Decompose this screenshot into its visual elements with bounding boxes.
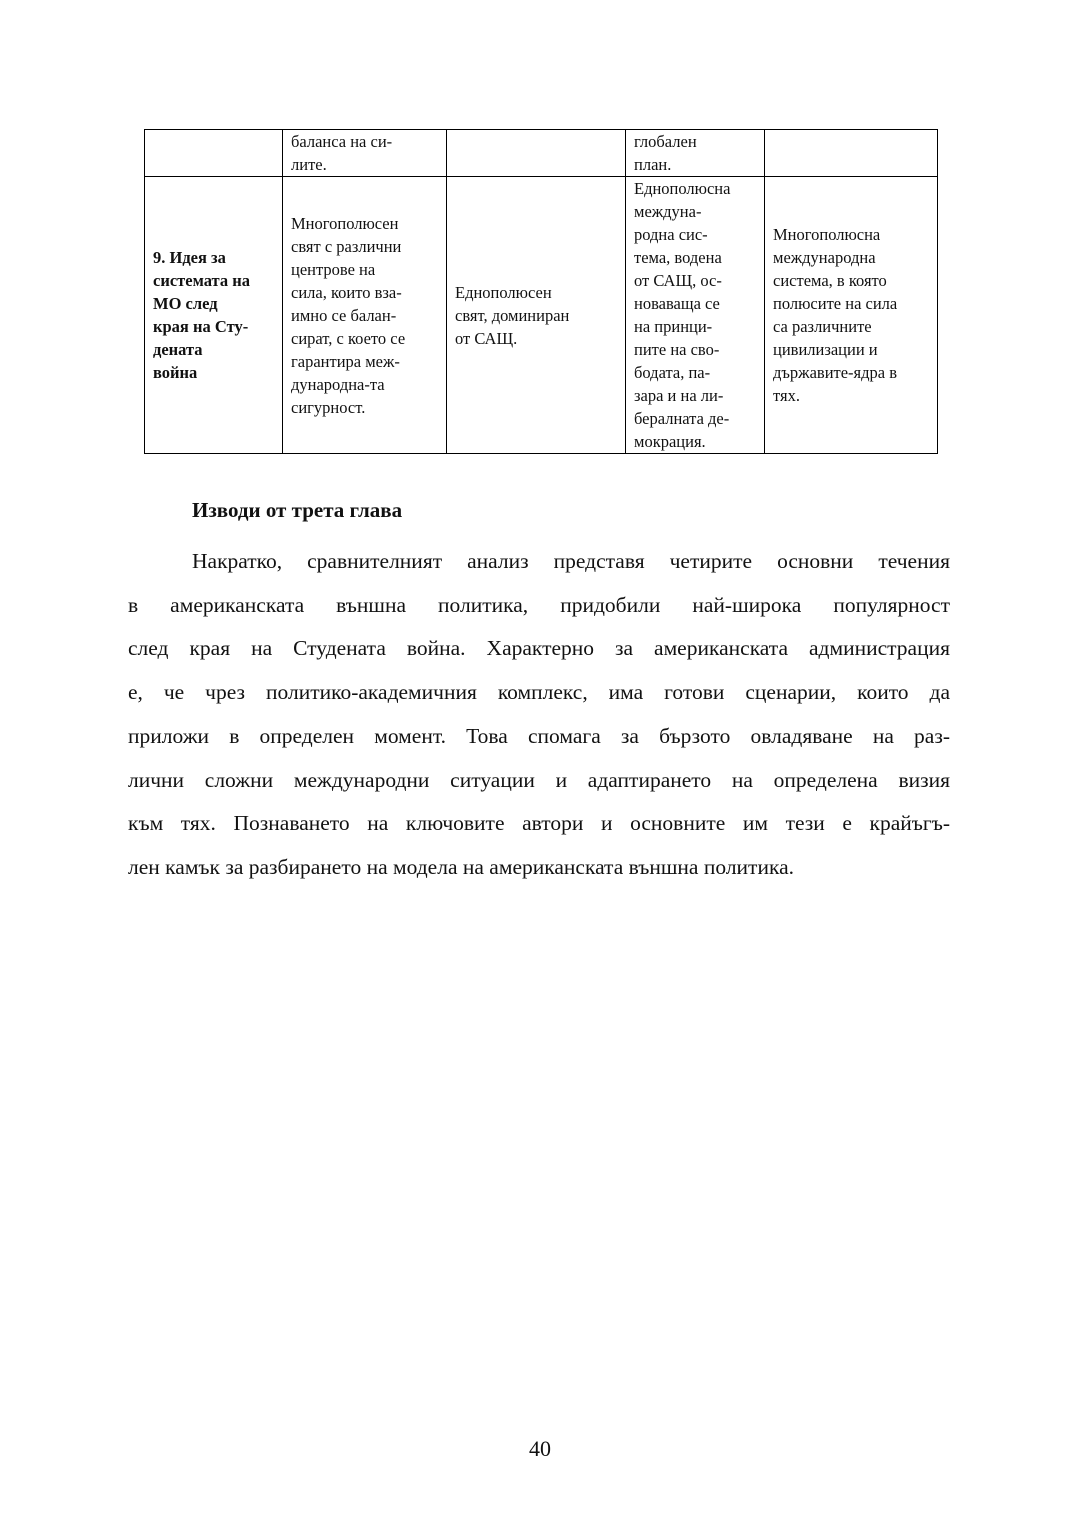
row-header-cell: 9. Идея за системата на МО след края на Сту- дената война xyxy=(145,177,283,454)
paragraph-line: след края на Студената война. Характерно за американската администрация xyxy=(128,636,950,661)
table-cell: Еднополюсен свят, доминиран от САЩ. xyxy=(447,177,626,454)
paragraph-line: Накратко, сравнителният анализ представя четирите основни течения xyxy=(192,549,950,573)
table-row xyxy=(145,177,938,454)
conclusion-paragraph xyxy=(128,540,950,890)
table-row xyxy=(145,130,938,177)
table-cell xyxy=(765,130,938,177)
table-cell: баланса на си- лите. xyxy=(283,130,447,177)
paragraph-line: е, че чрез политико-академичния комплекс, има готови сценарии, които да xyxy=(128,680,950,705)
paragraph-line: приложи в определен момент. Това спомага за бързото овладяване на раз- xyxy=(128,723,950,748)
section-heading: Изводи от трета глава xyxy=(192,498,403,522)
page-number: 40 xyxy=(529,1436,551,1461)
table-cell: Многополюсна международна система, в която полюсите на сила са различните цивилизации и държавите-ядра в тях. xyxy=(765,177,938,454)
table-cell: Еднополюсна междуна- родна сис- тема, водена от САЩ, ос- новаваща се на принци- пите на сво- бодата, па- зара и на ли- бералната де- мокрация. xyxy=(626,177,765,454)
table-cell: Многополюсен свят с различни центрове на сила, които вза- имно се балан- сират, с което се гарантира меж- дународна-та сигурност. xyxy=(283,177,447,454)
table-cell: глобален план. xyxy=(626,130,765,177)
table-cell xyxy=(145,130,283,177)
paragraph-line: лен камък за разбирането на модела на американската външна политика. xyxy=(128,854,794,879)
table-cell xyxy=(447,130,626,177)
paragraph-line: към тях. Познаването на ключовите автори и основните им тези е крайъгъ- xyxy=(128,811,950,836)
comparison-table xyxy=(144,129,938,454)
paragraph-line: лични сложни международни ситуации и адаптирането на определена визия xyxy=(128,767,950,792)
paragraph-line: в американската външна политика, придобили най-широка популярност xyxy=(128,592,950,617)
